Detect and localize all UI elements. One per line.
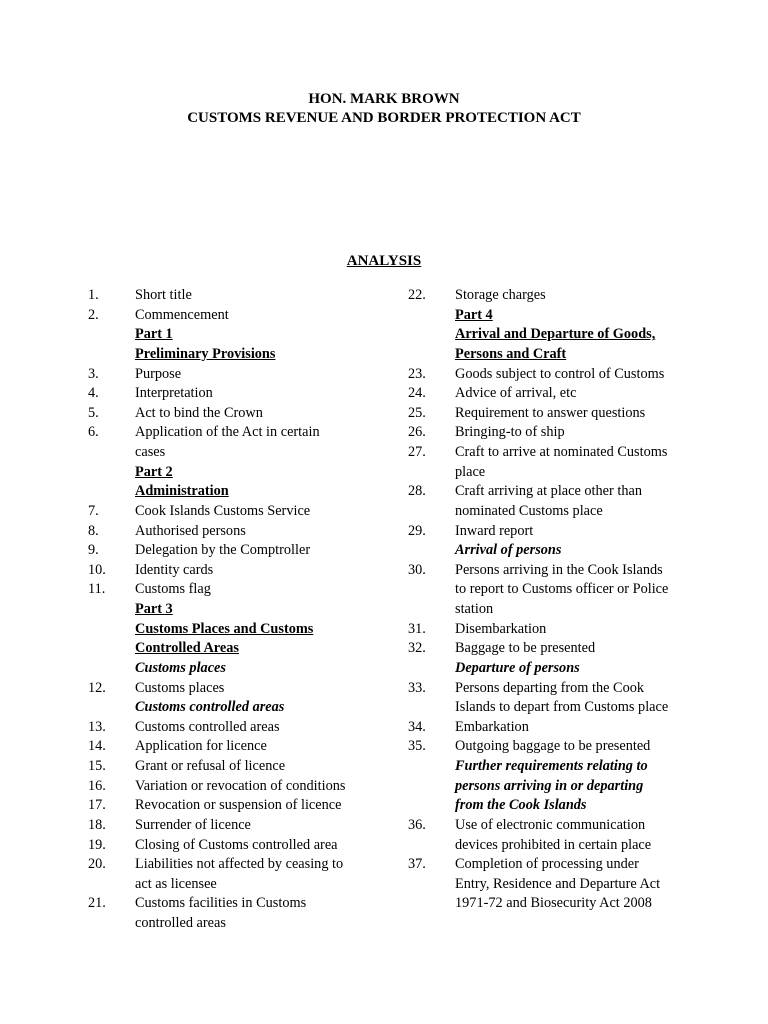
- section-title: Administration: [135, 483, 229, 500]
- contents-entry: [88, 836, 388, 856]
- section-title: Embarkation: [455, 718, 529, 735]
- section-title: Short title: [135, 287, 192, 303]
- section-number: 19.: [88, 836, 106, 853]
- section-title: Completion of processing under: [455, 856, 639, 873]
- subheading: [408, 659, 708, 679]
- contents-entry: [408, 502, 708, 522]
- section-title: Disembarkation: [455, 620, 547, 637]
- section-number: 12.: [88, 679, 106, 696]
- section-title: Identity cards: [135, 561, 214, 578]
- contents-entry: [88, 737, 388, 757]
- section-number: 26.: [408, 424, 426, 441]
- section-title: Persons arriving in the Cook Islands: [455, 561, 663, 578]
- section-title: Customs Places and Customs: [135, 620, 314, 637]
- section-title: place: [455, 463, 486, 480]
- section-title: Variation or revocation of conditions: [135, 777, 346, 794]
- contents-entry: [408, 698, 708, 718]
- section-number: 29.: [408, 522, 426, 539]
- subheading: [408, 796, 708, 816]
- section-title: Customs places: [135, 659, 226, 676]
- contents-entry: [408, 836, 708, 856]
- part-heading: [88, 325, 388, 345]
- section-title: Application of the Act in certain: [135, 424, 320, 441]
- contents-entry: [408, 482, 708, 502]
- analysis-heading: ANALYSIS: [346, 253, 422, 269]
- section-title: Further requirements relating to: [455, 758, 648, 774]
- contents-entry: [88, 580, 388, 600]
- section-title: persons arriving in or departing: [455, 777, 644, 794]
- contents-entry: [408, 286, 708, 306]
- contents-entry: [408, 639, 708, 659]
- contents-entry: [88, 561, 388, 581]
- section-number: 37.: [408, 856, 426, 873]
- section-title: Customs controlled areas: [135, 718, 280, 735]
- section-title: Outgoing baggage to be presented: [455, 738, 651, 755]
- section-title: Persons and Craft: [455, 345, 567, 362]
- section-title: Craft to arrive at nominated Customs: [455, 444, 668, 460]
- section-title: Controlled Areas: [135, 640, 239, 657]
- contents-entry: [408, 855, 708, 875]
- part-heading: [88, 463, 388, 483]
- section-title: Act to bind the Crown: [135, 404, 263, 421]
- section-title: Arrival and Departure of Goods,: [455, 326, 656, 343]
- section-title: Arrival of persons: [455, 542, 562, 559]
- section-number: 31.: [408, 620, 426, 637]
- section-number: 9.: [88, 542, 99, 559]
- section-number: 33.: [408, 679, 426, 696]
- contents-entry: [88, 541, 388, 561]
- contents-entry: [88, 365, 388, 385]
- section-number: 24.: [408, 385, 426, 402]
- contents-entry: [408, 620, 708, 640]
- section-number: 34.: [408, 718, 426, 735]
- section-title: Authorised persons: [135, 522, 246, 539]
- section-number: 8.: [88, 522, 99, 539]
- contents-entry: [88, 718, 388, 738]
- section-number: 3.: [88, 365, 99, 382]
- contents-entry: [408, 365, 708, 385]
- section-number: 15.: [88, 758, 106, 774]
- contents-entry: [88, 855, 388, 875]
- contents-entry: [408, 600, 708, 620]
- contents-entry: [88, 757, 388, 777]
- section-title: Purpose: [135, 365, 182, 382]
- contents-entry: [408, 522, 708, 542]
- section-title: Cook Islands Customs Service: [135, 502, 311, 519]
- section-title: Part 2: [135, 463, 173, 480]
- section-title: Surrender of licence: [135, 816, 251, 833]
- section-title: Preliminary Provisions: [135, 345, 276, 362]
- section-number: 28.: [408, 483, 426, 500]
- section-title: Customs facilities in Customs: [135, 895, 307, 912]
- section-number: 23.: [408, 365, 426, 382]
- section-number: 7.: [88, 502, 99, 519]
- section-title: controlled areas: [135, 915, 226, 931]
- part-heading: [88, 600, 388, 620]
- contents-entry: [88, 777, 388, 797]
- section-number: 14.: [88, 738, 106, 755]
- contents-entry: [408, 561, 708, 581]
- section-title: nominated Customs place: [455, 502, 603, 519]
- contents-right-column: [408, 286, 708, 914]
- part-heading: [408, 306, 708, 326]
- part-heading: [88, 482, 388, 502]
- section-title: Delegation by the Comptroller: [135, 542, 311, 559]
- contents-entry: [408, 679, 708, 699]
- part-heading: [88, 639, 388, 659]
- section-number: 22.: [408, 287, 426, 303]
- contents-entry: [408, 463, 708, 483]
- contents-entry: [88, 894, 388, 914]
- document-author: HON. MARK BROWN: [308, 91, 460, 107]
- section-number: 16.: [88, 777, 106, 794]
- contents-entry: [408, 580, 708, 600]
- part-heading: [408, 325, 708, 345]
- section-title: Departure of persons: [455, 659, 580, 676]
- part-heading: [88, 620, 388, 640]
- section-title: act as licensee: [135, 875, 217, 892]
- section-title: Requirement to answer questions: [455, 404, 646, 421]
- contents-entry: [408, 894, 708, 914]
- contents-entry: [88, 522, 388, 542]
- section-title: Entry, Residence and Departure Act: [455, 875, 661, 892]
- contents-entry: [88, 384, 388, 404]
- section-number: 32.: [408, 640, 426, 657]
- section-number: 27.: [408, 444, 426, 460]
- contents-entry: [88, 286, 388, 306]
- section-title: Advice of arrival, etc: [455, 385, 577, 402]
- section-title: 1971-72 and Biosecurity Act 2008: [455, 895, 652, 912]
- section-title: from the Cook Islands: [455, 797, 587, 814]
- section-number: 6.: [88, 424, 99, 441]
- section-title: Part 3: [135, 601, 173, 617]
- contents-entry: [88, 443, 388, 463]
- contents-entry: [88, 502, 388, 522]
- section-title: cases: [135, 444, 166, 460]
- section-title: Islands to depart from Customs place: [455, 699, 669, 716]
- section-number: 1.: [88, 287, 99, 303]
- section-number: 4.: [88, 385, 99, 402]
- section-title: Inward report: [455, 522, 534, 539]
- section-title: Bringing-to of ship: [455, 424, 565, 441]
- section-title: Persons departing from the Cook: [455, 679, 645, 696]
- contents-entry: [88, 679, 388, 699]
- section-title: Goods subject to control of Customs: [455, 365, 665, 382]
- section-title: Customs flag: [135, 581, 211, 598]
- subheading: [408, 757, 708, 777]
- contents-entry: [88, 816, 388, 836]
- section-title: to report to Customs officer or Police: [455, 581, 669, 598]
- section-title: Storage charges: [455, 287, 546, 303]
- section-title: Customs places: [135, 679, 225, 696]
- section-title: Interpretation: [135, 385, 213, 402]
- section-title: Liabilities not affected by ceasing to: [135, 856, 344, 873]
- subheading: [88, 698, 388, 718]
- subheading: [88, 659, 388, 679]
- contents-entry: [408, 718, 708, 738]
- section-title: Revocation or suspension of licence: [135, 797, 342, 814]
- contents-entry: [88, 796, 388, 816]
- part-heading: [88, 345, 388, 365]
- contents-entry: [408, 423, 708, 443]
- section-title: Application for licence: [135, 738, 267, 755]
- subheading: [408, 777, 708, 797]
- contents-entry: [408, 404, 708, 424]
- section-number: 36.: [408, 816, 426, 833]
- section-title: Commencement: [135, 306, 229, 323]
- section-title: devices prohibited in certain place: [455, 836, 652, 853]
- contents-left-column: [88, 286, 388, 934]
- part-heading: [408, 345, 708, 365]
- section-title: station: [455, 601, 494, 617]
- section-number: 11.: [88, 581, 106, 598]
- section-title: Customs controlled areas: [135, 699, 285, 716]
- contents-entry: [408, 875, 708, 895]
- contents-entry: [88, 914, 388, 934]
- section-number: 30.: [408, 561, 426, 578]
- section-title: Part 1: [135, 326, 173, 343]
- section-number: 25.: [408, 404, 426, 421]
- contents-entry: [88, 423, 388, 443]
- section-number: 5.: [88, 404, 99, 421]
- section-title: Grant or refusal of licence: [135, 758, 286, 774]
- section-number: 35.: [408, 738, 426, 755]
- section-title: Part 4: [455, 306, 493, 323]
- section-number: 18.: [88, 816, 106, 833]
- section-number: 21.: [88, 895, 106, 912]
- section-title: Baggage to be presented: [455, 640, 596, 657]
- contents-entry: [408, 737, 708, 757]
- contents-entry: [88, 306, 388, 326]
- section-title: Closing of Customs controlled area: [135, 836, 338, 853]
- contents-entry: [88, 404, 388, 424]
- section-number: 2.: [88, 306, 99, 323]
- contents-entry: [408, 816, 708, 836]
- section-number: 13.: [88, 718, 106, 735]
- contents-entry: [408, 384, 708, 404]
- contents-entry: [408, 443, 708, 463]
- section-number: 17.: [88, 797, 106, 814]
- contents-entry: [88, 875, 388, 895]
- document-title: CUSTOMS REVENUE AND BORDER PROTECTION ACT: [187, 110, 581, 126]
- section-title: Craft arriving at place other than: [455, 483, 642, 500]
- subheading: [408, 541, 708, 561]
- section-number: 10.: [88, 561, 106, 578]
- section-number: 20.: [88, 856, 106, 873]
- section-title: Use of electronic communication: [455, 816, 646, 833]
